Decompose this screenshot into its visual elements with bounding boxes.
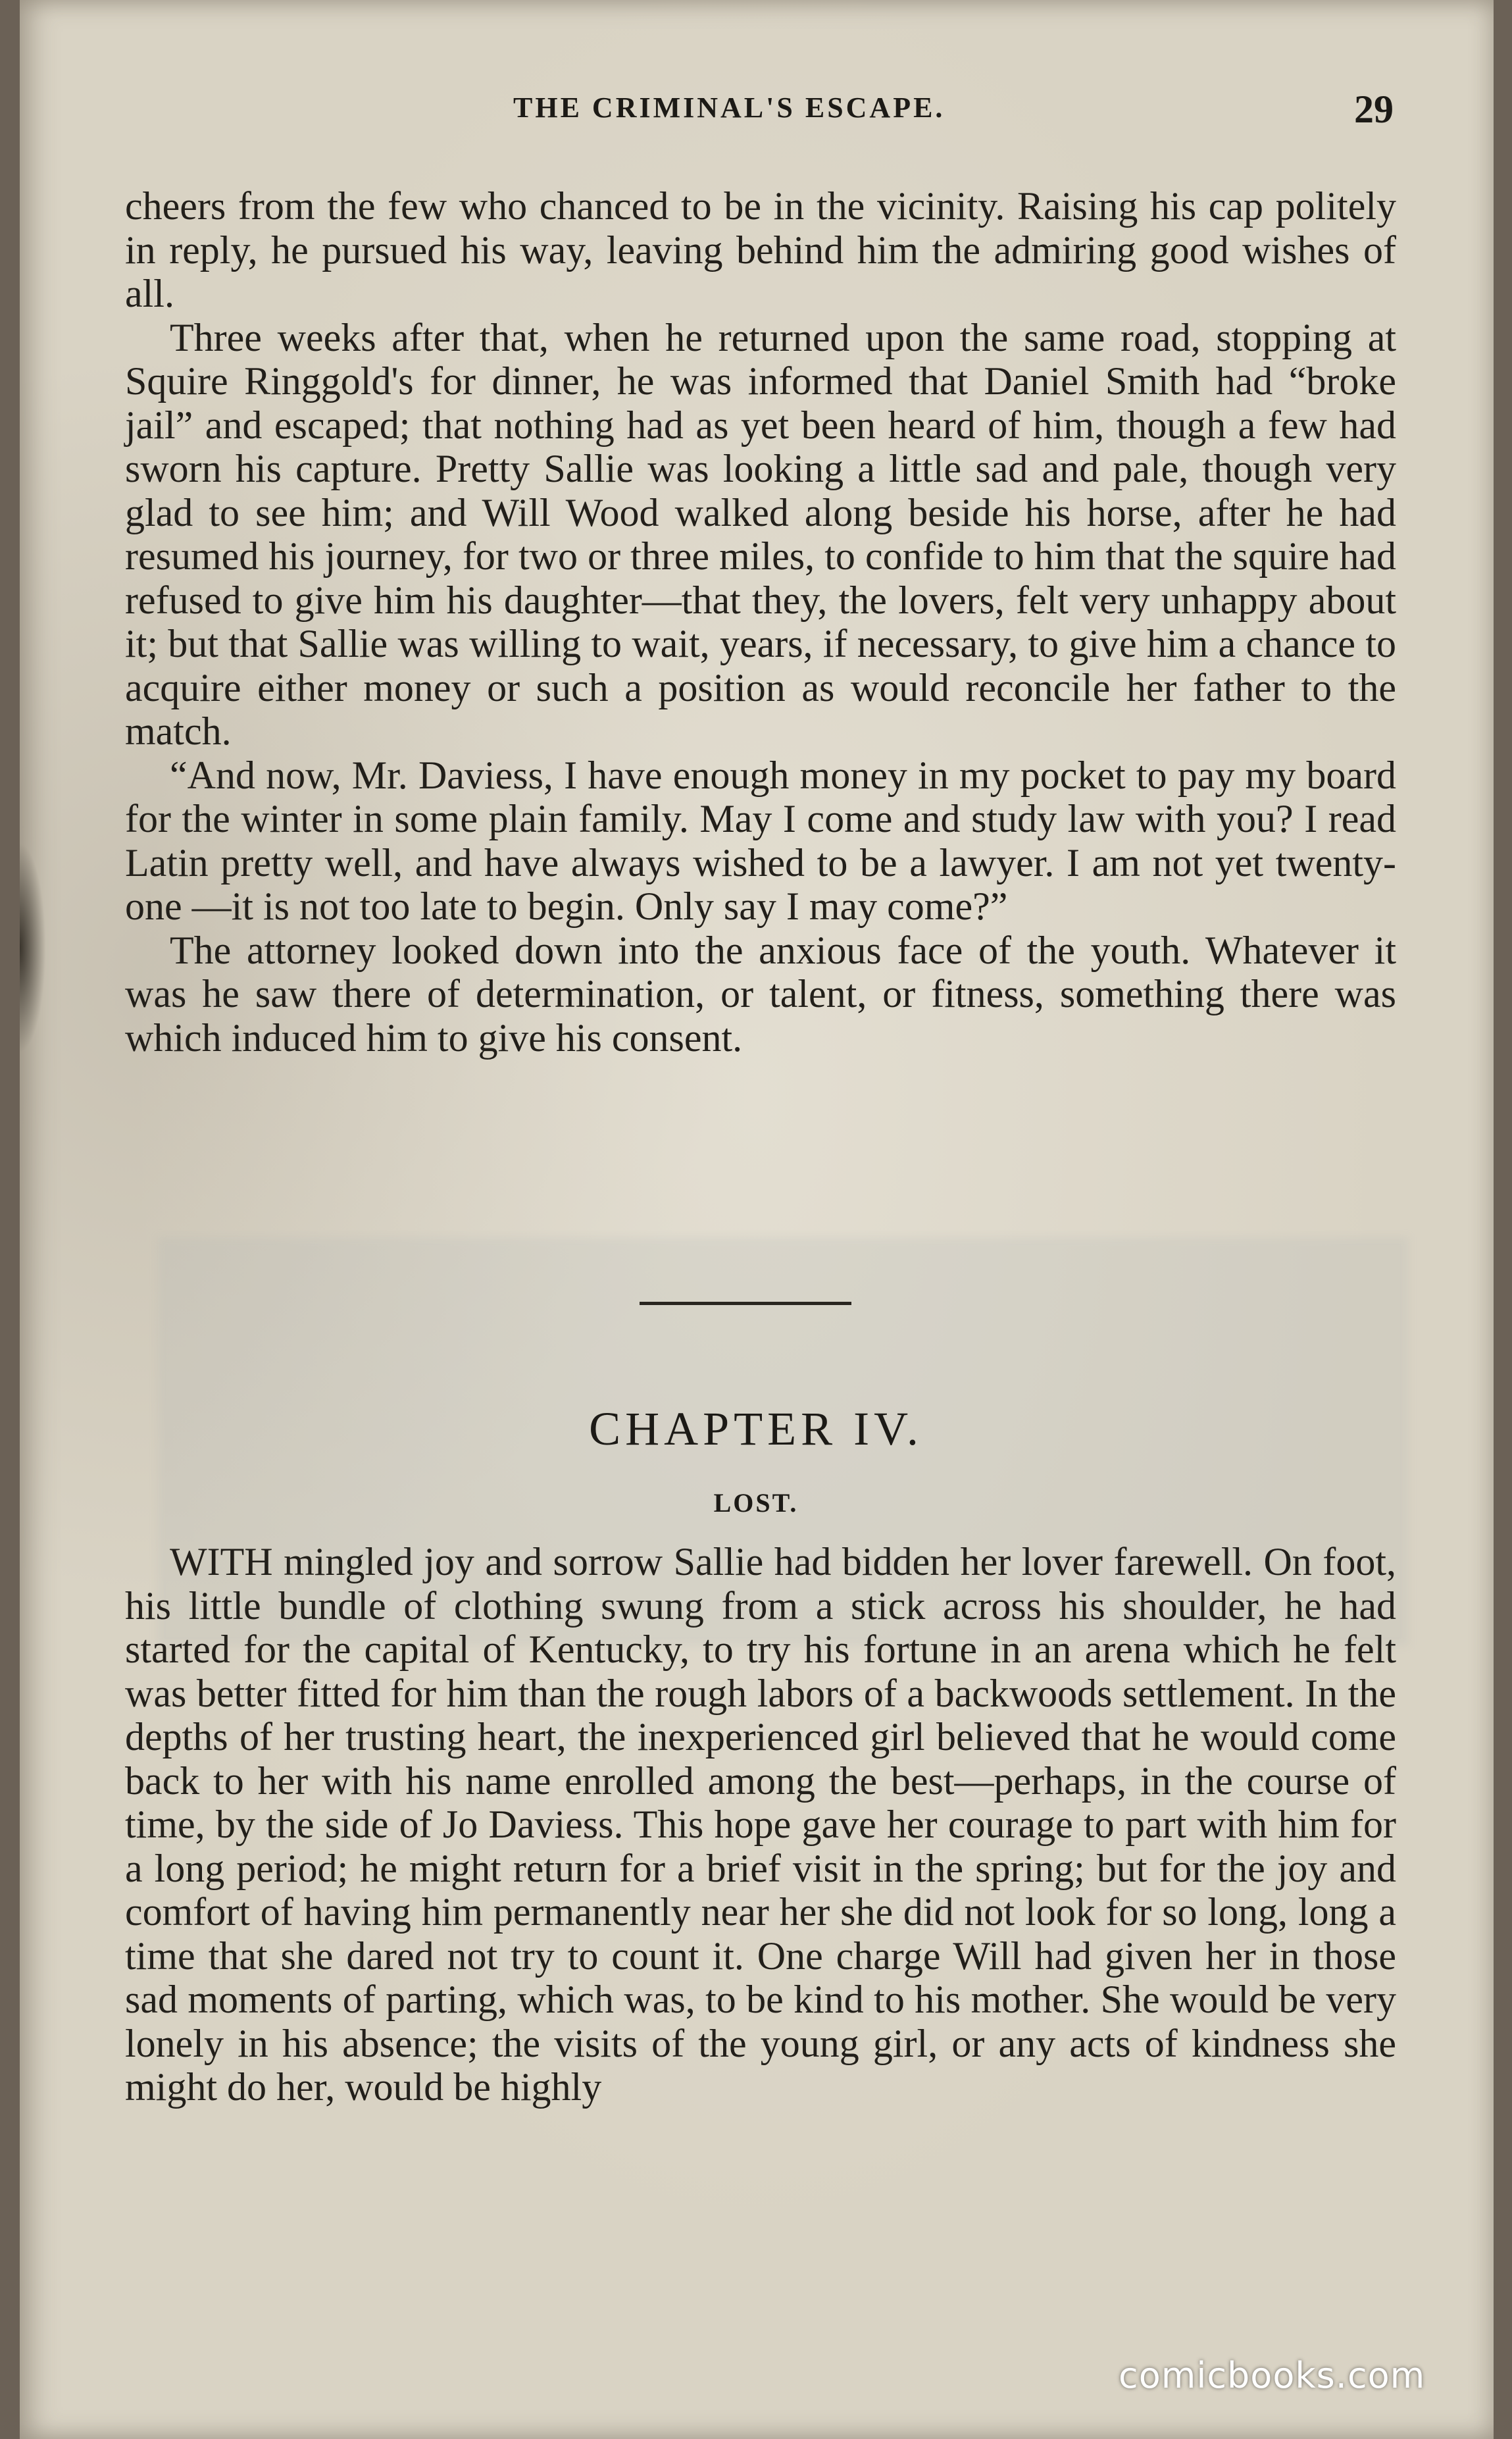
text-before-chapter [125,184,1396,1060]
spine-shadow [20,842,46,1053]
watermark: comicbooks.com [1119,2355,1426,2396]
paragraph: Three weeks after that, when he returned upon the same road, stopping at Squire Ringgold's for dinner, he was informed that Daniel Smith had “broke jail” and escaped; that nothing had as yet been heard of him, though a few had sworn his capture. Pretty Sallie was looking a little sad and pale, though very glad to see him; and Will Wood walked along beside his horse, after he had resumed his journey, for two or three miles, to confide to him that the squire had refused to give him his daughter—that they, the lovers, felt very unhappy about it; but that Sallie was willing to wait, years, if necessary, to give him a chance to acquire either money or such a position as would reconcile her father to the match. [125,315,1396,753]
section-divider [640,1302,851,1305]
paragraph: The attorney looked down into the anxious face of the youth. Whatever it was he saw there of determination, or talent, or fitness, something there was which induced him to give his consent. [125,928,1396,1060]
paragraph-continued: cheers from the few who chanced to be in the vicinity. Raising his cap politely in reply, he pursued his way, leaving behind him the admiring good wishes of all. [125,184,1396,315]
chapter-subtitle: LOST. [713,1488,799,1518]
page-number: 29 [1354,88,1394,131]
paragraph: WITH mingled joy and sorrow Sallie had bidden her lover farewell. On foot, his little bundle of clothing swung from a stick across his shoulder, he had started for the capital of Kentucky, to try his fortune in an arena which he felt was better fitted for him than the rough labors of a backwoods settlement. In the depths of her trusting heart, the inexperienced girl believed that he would come back to her with his name enrolled among the best—perhaps, in the course of time, by the side of Jo Daviess. This hope gave her courage to part with him for a long period; he might return for a brief visit in the spring; but for the joy and comfort of having him permanently near her she did not look for so long, long a time that she dared not try to count it. One charge Will had given her in those sad moments of parting, which was, to be kind to his mother. She would be very lonely in his absence; the visits of the young girl, or any acts of kindness she might do her, would be highly [125,1540,1396,2109]
running-title: THE CRIMINAL'S ESCAPE. [513,91,945,124]
chapter-title: CHAPTER IV. [589,1402,923,1455]
paragraph: “And now, Mr. Daviess, I have enough money in my pocket to pay my board for the winter in some plain family. May I come and study law with you? I read Latin pretty well, and have always wished to be a lawyer. I am not yet twenty-one —it is not too late to begin. Only say I may come?” [125,753,1396,928]
text-after-chapter [125,1540,1396,2109]
